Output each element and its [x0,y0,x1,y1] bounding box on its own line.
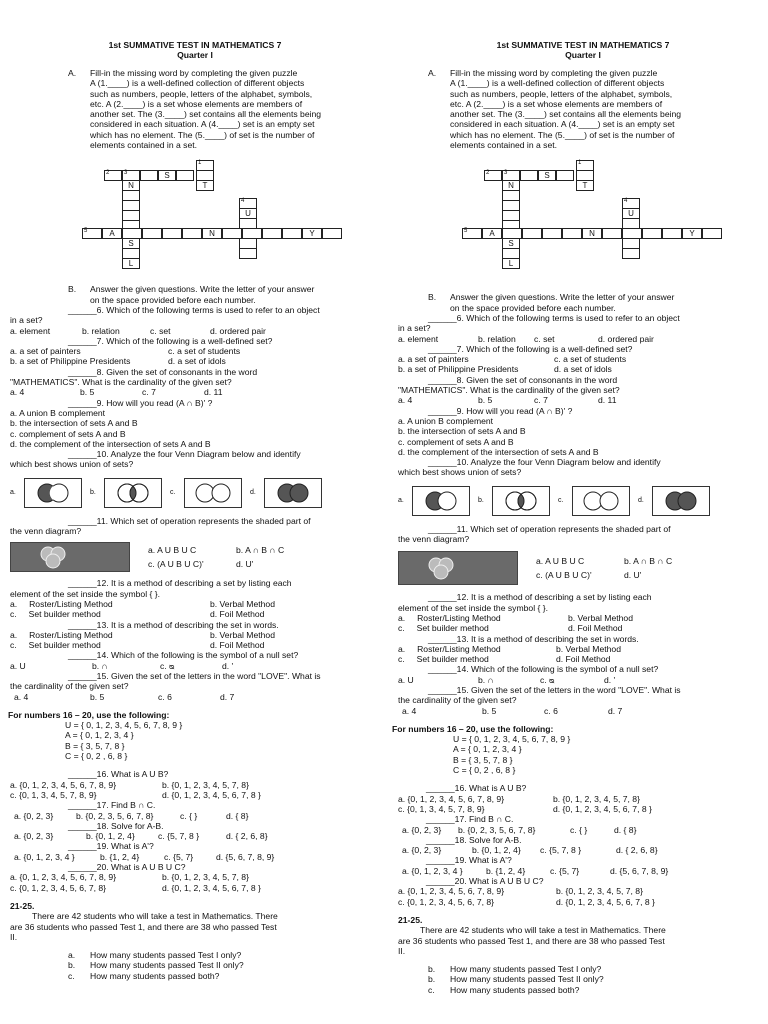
crossword-cell [522,228,542,239]
shaded-venn-diagram [10,542,130,572]
question-6: ______6. Which of the following terms is used to refer to an object [68,304,320,315]
section-a-line: elements contained in a set. [450,140,558,151]
section-a-line: such as numbers, people, letters of the alphabet, symbols, [450,88,673,99]
shaded-venn-diagram [398,551,518,585]
question-6: in a set? [398,323,431,334]
crossword-cell [182,228,202,239]
crossword-cell: A [102,228,122,239]
venn-diagram-choices: a. b. c. d. [398,484,768,518]
crossword-cell [542,228,562,239]
problem-text: are 36 students who passed Test 1, and there are 38 who passed Test [398,935,665,946]
question-15: the cardinality of the given set? [398,695,517,706]
crossword-cell: 1 [196,160,214,171]
venn-diagram-a [412,486,470,516]
question-19: ______19. What is A'? [426,855,512,866]
question-14: ______14. Which of the following is the symbol of a null set? [68,650,299,661]
crossword-cell: U [239,208,257,219]
crossword-cell [622,248,640,259]
section-b-label: B. [68,284,77,295]
crossword-cell: L [122,258,140,269]
venn-diagram-a [24,478,82,508]
problem-text: There are 42 students who will take a test in Mathematics. There [32,911,278,922]
question-20: ______20. What is A U B U C? [68,862,186,873]
section-a-line: which has no element. The (5.____) of set is the number of [450,129,675,140]
section-a-line: another set. The (3.____) set contains all the elements being [90,109,322,120]
question-15-choices: a. 4 b. 5 c. 6 d. 7 [14,691,235,702]
crossword-cell: 3 [502,170,520,181]
crossword-cell [162,228,182,239]
crossword-cell: 2 [104,170,122,181]
crossword-cell [642,228,662,239]
venn-diagram-b [492,486,550,516]
question-15: the cardinality of the given set? [10,681,129,692]
crossword-cell: Y [682,228,702,239]
crossword-cell: 2 [484,170,502,181]
crossword-cell [622,228,642,239]
question-9-choice: a. A union B complement [398,415,494,426]
section-a-line: considered in each situation. A (4.____) set is an empty set [450,119,675,130]
question-9-choice: b. the intersection of sets A and B [398,426,526,437]
crossword-cell: U [622,208,640,219]
question-10: ______10. Analyze the four Venn Diagram below and identify [68,449,301,460]
crossword-cell [520,170,538,181]
test-title: 1st SUMMATIVE TEST IN MATHEMATICS 7 [496,40,670,50]
question-20: ______20. What is A U B U C? [426,876,544,887]
question-16: ______16. What is A U B? [426,783,527,794]
crossword-cell [322,228,342,239]
question-7-choices: b. a set of Philippine Presidents d. a set of idols [10,356,226,367]
question-17: ______17. Find B ∩ C. [68,800,156,811]
venn-diagram-choices: a. b. c. d. [10,476,380,510]
crossword-cell: A [482,228,502,239]
questions-16-20: ______16. What is A U B? a. {0, 1, 2, 3, 4, 5, 6, 7, 8, 9} b. {0, 1, 2, 3, 4, 5, 7, 8} c. {0, 1, 3, 4, 5, 7, 8, 9} d. {0, 1, 2, 3, 4, 5, 6, 7, 8 } ______17. Find B ∩ C. a. {0, 2, 3} b. {0, 2, 3, 5, 6, 7, 8} c. { } d. { 8} ______18. Solve for A-B. a. {0, 2, 3} b. {0, 1, 2, 4} c. {5, 7, 8 } d. { 2, 6, 8} ______19. What is A'? a. {0, 1, 2, 3, 4 } b. {1, 2, 4} c. {5, 7} d. {5, 6, 7, 8, 9} ______20. What is A U B U C? a. {0, 1, 2, 3, 4, 5, 6, 7, 8, 9} b. {0, 1, 2, 3, 4, 5, 7, 8} c. {0, 1, 2, 3, 4, 5, 6, 7, 8} d. {0, 1, 2, 3, 4, 5, 6, 7, 8 } [398,783,768,907]
question-12: ______12. It is a method of describing a set by listing each [428,592,652,603]
set-u: U = { 0, 1, 2, 3, 4, 5, 6, 7, 8, 9 } [453,734,571,745]
section-b: B. Answer the given questions. Write the letter of your answer on the space provided before each number. ______6. Which of the following terms is used to refer to an object in a set? a. element b. relation c. set d. ordered pair ______7. Which of the following is a well-defined set? a. a set of painters c. a set of students b. a set of Philippine Presidents d. a set of idols ______8. Given the set of consonants in the word "MATHEMATICS". What is the cardinality of the given set? a. 4 b. 5 c. 7 d. 11 ______9. How will you read (A ∩ B)' ? a. A union B complement b. the intersection of sets A and B c. complement of sets A and B d. the complement of the intersection of sets A and B ______10. Analyze the four Venn Diagram below and identify which best shows union of sets? a. b. c. d. ______11. Which set of operation represents the shaded part of the venn diagram? a. A U B U C b. A ∩ B ∩ C c. (A U B U C)' d. U' ______12. It is a method of describing a set by listing each element of the set inside the symbol { }. a. Roster/Listing Method b. Verbal Method c. Set builder method d. Foil Method ______13. It is a method of describing the set in words. a. Roster/Listing Method b. Verbal Method c. Set builder method d. Foil Method ______14. Which of the following is the symbol of a null set? a. U b. ∩ c. ᴓ d. ' ______15. Given the set of the letters in the word "LOVE". What is the cardinality of the given set? a. 4 b. 5 c. 6 d. 7 [398,292,768,716]
section-a [398,68,768,150]
crossword-cell: 3 [122,170,140,181]
sub-question: How many students passed Test I only? [450,964,602,975]
section-b [10,284,380,702]
set-u: U = { 0, 1, 2, 3, 4, 5, 6, 7, 8, 9 } [65,720,183,731]
sub-question: How many students passed both? [90,970,220,981]
section-a-line: A (1.____) is a well-defined collection of different objects [90,78,305,89]
set-c: C = { 0, 2 , 6, 8 } [65,751,128,762]
crossword-cell: S [538,170,556,181]
section-a-line: which has no element. The (5.____) of set is the number of [90,129,315,140]
crossword-cell: 5 [462,228,482,239]
question-9-choice: b. the intersection of sets A and B [10,418,138,429]
question-9-choice: d. the complement of the intersection of sets A and B [10,438,211,449]
question-11: the venn diagram? [398,534,470,545]
sub-question: How many students passed both? [450,984,580,995]
questions-21-25-heading: 21-25. [10,900,35,911]
section-b-intro: Answer the given questions. Write the letter of your answer [450,292,675,303]
crossword-cell: N [122,180,140,191]
venn-diagram-c [572,486,630,516]
crossword-cell [142,228,162,239]
crossword-cell: 4 [239,198,257,209]
section-a-line: considered in each situation. A (4.____) set is an empty set [90,119,315,130]
question-6-choices: a. element b. relation c. set d. ordered pair [10,325,266,336]
problem-text: II. [10,931,18,942]
set-a: A = { 0, 1, 2, 3, 4 } [65,730,134,741]
question-7: ______7. Which of the following is a well-defined set? [68,335,273,346]
venn-diagram-d [652,486,710,516]
problem-text: are 36 students who passed Test 1, and there are 38 who passed Test [10,921,277,932]
crossword-cell [562,228,582,239]
venn-diagram-c [184,478,242,508]
question-10: which best shows union of sets? [398,467,522,478]
left-test-sheet: 1st SUMMATIVE TEST IN MATHEMATICS 7 Quarter I A. Fill-in the missing word by completing the given puzzle A (1.____) is a well-defined collection of different objects such as numbers, people, letters of the alphabet, symbols, etc. A (2.____) is a set whose elements are members of another set. The (3.____) set contains all the elements being considered in each situation. A (4.____) set is an empty set which has no element. The (5.____) of set is the number of elements contained in a set. 1 T 2 3 S N 4 U 5 A N Y S L B. Answer the given questions. Write the letter of your answer on the space provided before each number. ______6. Which of the following terms is used to refer to an object in a set? a. element b. relation c. set d. ordered pair ______7. Which of the following is a well-defined set? a. a set of painters c. a set of students b. a set of Philippine Presidents d. a set of idols ______8. Given the set of consonants in the word "MATHEMATICS". What is the cardinality of the given set? a. 4 b. 5 c. 7 d. 11 ______9. How will you read (A ∩ B)' ? a. A union B complement b. the intersection of sets A and B c. complement of sets A and B d. the complement of the intersection of sets A and B ______10. Analyze the four Venn Diagram below and identify which best shows union of sets? a. b. c. d. ______11. Which set of operation represents the shaded part of the venn diagram? a. A U B U C b. A ∩ B ∩ C c. (A U B U C)' d. U' ______12. It is a method of describing a set by listing each element of the set inside the symbol { }. a. Roster/Listing Method b. Verbal Method c. Set builder method d. Foil Method ______13. It is a method of describing the set in words. a. Roster/Listing Method b. Verbal Method c. Set builder method d. Foil Method ______14. Which of the following is the symbol of a null set? a. U b. ∩ c. ᴓ d. ' ______15. Given the set of the letters in the word "LOVE". What is the cardinality of the given set? a. 4 b. 5 c. 6 d. 7 For numbers 16 – 20, use the following: U = { 0, 1, 2, 3, 4, 5, 6, 7, 8, 9 } A = { 0, 1, 2, 3, 4 } B = { 3, 5, 7, 8 } C = { 0, 2 , 6, 8 } ______16. What is A U B? a. {0, 1, 2, 3, 4, 5, 6, 7, 8, 9} b. {0, 1, 2, 3, 4, 5, 7, 8} c. {0, 1, 3, 4, 5, 7, 8, 9} d. {0, 1, 2, 3, 4, 5, 6, 7, 8 } ______17. Find B ∩ C. a. {0, 2, 3} b. {0, 2, 3, 5, 6, 7, 8} c. { } d. { 8} ______18. Solve for A-B. a. {0, 2, 3} b. {0, 1, 2, 4} c. {5, 7, 8 } d. { 2, 6, 8} ______19. What is A'? a. {0, 1, 2, 3, 4 } b. {1, 2, 4} c. {5, 7} d. {5, 6, 7, 8, 9} ______20. What is A U B U C? a. {0, 1, 2, 3, 4, 5, 6, 7, 8, 9} b. {0, 1, 2, 3, 4, 5, 7, 8} c. {0, 1, 2, 3, 4, 5, 6, 7, 8} d. {0, 1, 2, 3, 4, 5, 6, 7, 8 } 21-25. There are 42 students who will take a test in Mathematics. There are 36 students who passed Test 1, and there are 38 who passed Test II. a. How many students passed Test I only? b. How many students passed Test II only? c. How many students passed both? [10,0,380,981]
question-11-figure: a. A U B U C b. A ∩ B ∩ C c. (A U B U C)' d. U' [398,548,768,588]
question-19: ______19. What is A'? [68,841,154,852]
sub-question: How many students passed Test I only? [90,950,242,961]
crossword-cell: S [158,170,176,181]
question-12: element of the set inside the symbol { }. [10,588,161,599]
question-7-choices: a. a set of painters c. a set of students [10,346,241,357]
test-quarter: Quarter I [177,50,213,60]
set-b: B = { 3, 5, 7, 8 } [453,754,513,765]
sub-question: How many students passed Test II only? [450,974,604,985]
section-a-line: etc. A (2.____) is a set whose elements are members of [90,98,303,109]
crossword-cell [556,170,574,181]
test-title: 1st SUMMATIVE TEST IN MATHEMATICS 7 [108,40,282,50]
question-13-choices: c. Set builder method d. Foil Method [10,640,265,651]
crossword-cell: 4 [622,198,640,209]
question-11-figure: a. A U B U C b. A ∩ B ∩ C c. (A U B U C)' d. U' [10,540,380,574]
question-11: ______11. Which set of operation represents the shaded part of [428,523,671,534]
question-9-choice: a. A union B complement [10,407,106,418]
section-a-line: elements contained in a set. [90,140,198,151]
question-11: ______11. Which set of operation represents the shaded part of [68,515,311,526]
section-a-line: A (1.____) is a well-defined collection of different objects [450,78,665,89]
set-a: A = { 0, 1, 2, 3, 4 } [453,744,522,755]
sets-heading: For numbers 16 – 20, use the following: [8,709,170,720]
question-16: ______16. What is A U B? [68,769,169,780]
question-12-choices: c. Set builder method d. Foil Method [10,609,265,620]
crossword-cell [662,228,682,239]
question-17: ______17. Find B ∩ C. [426,814,514,825]
venn-diagram-d [264,478,322,508]
crossword-cell: Y [302,228,322,239]
crossword-cell: 1 [576,160,594,171]
question-14: ______14. Which of the following is the symbol of a null set? [428,664,659,675]
crossword-cell [242,228,262,239]
question-14-choices: a. U b. ∩ c. ᴓ d. ' [10,660,234,671]
crossword-puzzle [398,158,768,290]
crossword-cell: T [576,180,594,191]
question-9: ______9. How will you read (A ∩ B)' ? [68,397,213,408]
section-a-line: Fill-in the missing word by completing the given puzzle [90,68,298,78]
right-test-sheet: 1st SUMMATIVE TEST IN MATHEMATICS 7 Quarter I A. Fill-in the missing word by completing the given puzzle A (1.____) is a well-defined collection of different objects such as numbers, people, letters of the alphabet, symbols, etc. A (2.____) is a set whose elements are members of another set. The (3.____) set contains all the elements being considered in each situation. A (4.____) set is an empty set which has no element. The (5.____) of set is the number of elements contained in a set. 1 T 2 3 S N 4 U 5 A N Y S L B. Answer the given questions. Write the letter of your answer on the space provided before each number. ______6. Which of the following terms is used to refer to an object in a set? a. element b. relation c. set d. ordered pair ______7. Which of the following is a well-defined set? a. a set of painters c. a set of students b. a set of Philippine Presidents d. a set of idols ______8. Given the set of consonants in the word "MATHEMATICS". What is the cardinality of the given set? a. 4 b. 5 c. 7 d. 11 ______9. How will you read (A ∩ B)' ? a. A union B complement b. the intersection of sets A and B c. complement of sets A and B d. the complement of the intersection of sets A and B ______10. Analyze the four Venn Diagram below and identify which best shows union of sets? a. b. c. d. ______11. Which set of operation represents the shaded part of the venn diagram? a. A U B U C b. A ∩ B ∩ C c. (A U B U C)' d. U' ______12. It is a method of describing a set by listing each element of the set inside the symbol { }. a. Roster/Listing Method b. Verbal Method c. Set builder method d. Foil Method ______13. It is a method of describing the set in words. a. Roster/Listing Method b. Verbal Method c. Set builder method d. Foil Method ______14. Which of the following is the symbol of a null set? a. U b. ∩ c. ᴓ d. ' ______15. Given the set of the letters in the word "LOVE". What is the cardinality of the given set? a. 4 b. 5 c. 6 d. 7 For numbers 16 – 20, use the following: U = { 0, 1, 2, 3, 4, 5, 6, 7, 8, 9 } A = { 0, 1, 2, 3, 4 } B = { 3, 5, 7, 8 } C = { 0, 2 , 6, 8 } ______16. What is A U B? a. {0, 1, 2, 3, 4, 5, 6, 7, 8, 9} b. {0, 1, 2, 3, 4, 5, 7, 8} c. {0, 1, 3, 4, 5, 7, 8, 9} d. {0, 1, 2, 3, 4, 5, 6, 7, 8 } ______17. Find B ∩ C. a. {0, 2, 3} b. {0, 2, 3, 5, 6, 7, 8} c. { } d. { 8} ______18. Solve for A-B. a. {0, 2, 3} b. {0, 1, 2, 4} c. {5, 7, 8 } d. { 2, 6, 8} ______19. What is A'? a. {0, 1, 2, 3, 4 } b. {1, 2, 4} c. {5, 7} d. {5, 6, 7, 8, 9} ______20. What is A U B U C? a. {0, 1, 2, 3, 4, 5, 6, 7, 8, 9} b. {0, 1, 2, 3, 4, 5, 7, 8} c. {0, 1, 2, 3, 4, 5, 6, 7, 8} d. {0, 1, 2, 3, 4, 5, 6, 7, 8 } 21-25. There are 42 students who will take a test in Mathematics. There are 36 students who passed Test 1, and there are 38 who passed Test II. b. How many students passed Test I only? b. How many students passed Test II only? c. How many students passed both? [398,0,768,995]
crossword-cell [282,228,302,239]
question-9-choice: c. complement of sets A and B [10,428,126,439]
crossword-cell: T [196,180,214,191]
question-13-choices: a. Roster/Listing Method b. Verbal Method [10,629,275,640]
section-a-line: Fill-in the missing word by completing the given puzzle [450,68,658,78]
crossword-cell [602,228,622,239]
set-b: B = { 3, 5, 7, 8 } [65,740,125,751]
question-18: ______18. Solve for A-B. [68,820,164,831]
question-7: ______7. Which of the following is a well-defined set? [428,343,633,354]
problem-text: II. [398,945,406,956]
section-b-intro: Answer the given questions. Write the letter of your answer [90,284,315,295]
sub-question: How many students passed Test II only? [90,960,244,971]
crossword-puzzle [10,156,380,282]
crossword-cell: N [582,228,602,239]
problem-text: There are 42 students who will take a test in Mathematics. There [420,925,666,936]
question-10: which best shows union of sets? [10,459,134,470]
section-a-line: etc. A (2.____) is a set whose elements are members of [450,98,663,109]
crossword-cell [239,248,257,259]
crossword-cell: S [502,238,520,249]
question-8: ______8. Given the set of consonants in the word [428,374,618,385]
question-10: ______10. Analyze the four Venn Diagram below and identify [428,457,661,468]
question-12: ______12. It is a method of describing a set by listing each [68,578,292,589]
question-13: ______13. It is a method of describing the set in words. [68,619,279,630]
crossword-cell: S [122,238,140,249]
question-8-choices: a. 4 b. 5 c. 7 d. 11 [10,387,223,398]
section-b-intro: on the space provided before each number. [450,302,616,313]
sets-heading: For numbers 16 – 20, use the following: [392,723,554,734]
crossword-cell: 5 [82,228,102,239]
section-a-line: such as numbers, people, letters of the alphabet, symbols, [90,88,313,99]
question-11: the venn diagram? [10,526,82,537]
section-a-label: A. [428,68,437,78]
question-18: ______18. Solve for A-B. [426,834,522,845]
question-12: element of the set inside the symbol { }. [398,602,549,613]
questions-21-25-heading: 21-25. [398,914,423,925]
crossword-cell [262,228,282,239]
question-9-choice: d. the complement of the intersection of sets A and B [398,446,599,457]
section-b-label: B. [428,292,437,303]
crossword-cell [702,228,722,239]
venn-diagram-b [104,478,162,508]
question-15: ______15. Given the set of the letters in the word "LOVE". What is [428,684,681,695]
crossword-cell [176,170,194,181]
test-quarter: Quarter I [565,50,601,60]
section-a [10,68,380,150]
crossword-cell [140,170,158,181]
question-9: ______9. How will you read (A ∩ B)' ? [428,405,573,416]
crossword-cell: N [502,180,520,191]
question-6: ______6. Which of the following terms is used to refer to an object [428,312,680,323]
question-6: in a set? [10,315,43,326]
question-8: "MATHEMATICS". What is the cardinality of the given set? [398,385,620,396]
question-13: ______13. It is a method of describing the set in words. [428,633,639,644]
crossword-cell: L [502,258,520,269]
section-a-label: A. [68,68,77,78]
section-a-line: another set. The (3.____) set contains all the elements being [450,109,682,120]
question-12-choices: a. Roster/Listing Method b. Verbal Method [10,598,275,609]
question-8: "MATHEMATICS". What is the cardinality of the given set? [10,377,232,388]
crossword-cell: N [202,228,222,239]
questions-16-20: ______16. What is A U B? a. {0, 1, 2, 3, 4, 5, 6, 7, 8, 9} b. {0, 1, 2, 3, 4, 5, 7, 8} c. {0, 1, 3, 4, 5, 7, 8, 9} d. {0, 1, 2, 3, 4, 5, 6, 7, 8 } ______17. Find B ∩ C. a. {0, 2, 3} b. {0, 2, 3, 5, 6, 7, 8} c. { } d. { 8} ______18. Solve for A-B. a. {0, 2, 3} b. {0, 1, 2, 4} c. {5, 7, 8 } d. { 2, 6, 8} ______19. What is A'? a. {0, 1, 2, 3, 4 } b. {1, 2, 4} c. {5, 7} d. {5, 6, 7, 8, 9} ______20. What is A U B U C? a. {0, 1, 2, 3, 4, 5, 6, 7, 8, 9} b. {0, 1, 2, 3, 4, 5, 7, 8} c. {0, 1, 2, 3, 4, 5, 6, 7, 8} d. {0, 1, 2, 3, 4, 5, 6, 7, 8 } [10,769,380,893]
question-9-choice: c. complement of sets A and B [398,436,514,447]
section-b-intro: on the space provided before each number. [90,294,256,305]
question-15: ______15. Given the set of the letters in the word "LOVE". What is [68,670,321,681]
set-c: C = { 0, 2 , 6, 8 } [453,765,516,776]
crossword-cell [222,228,242,239]
question-8: ______8. Given the set of consonants in the word [68,366,258,377]
